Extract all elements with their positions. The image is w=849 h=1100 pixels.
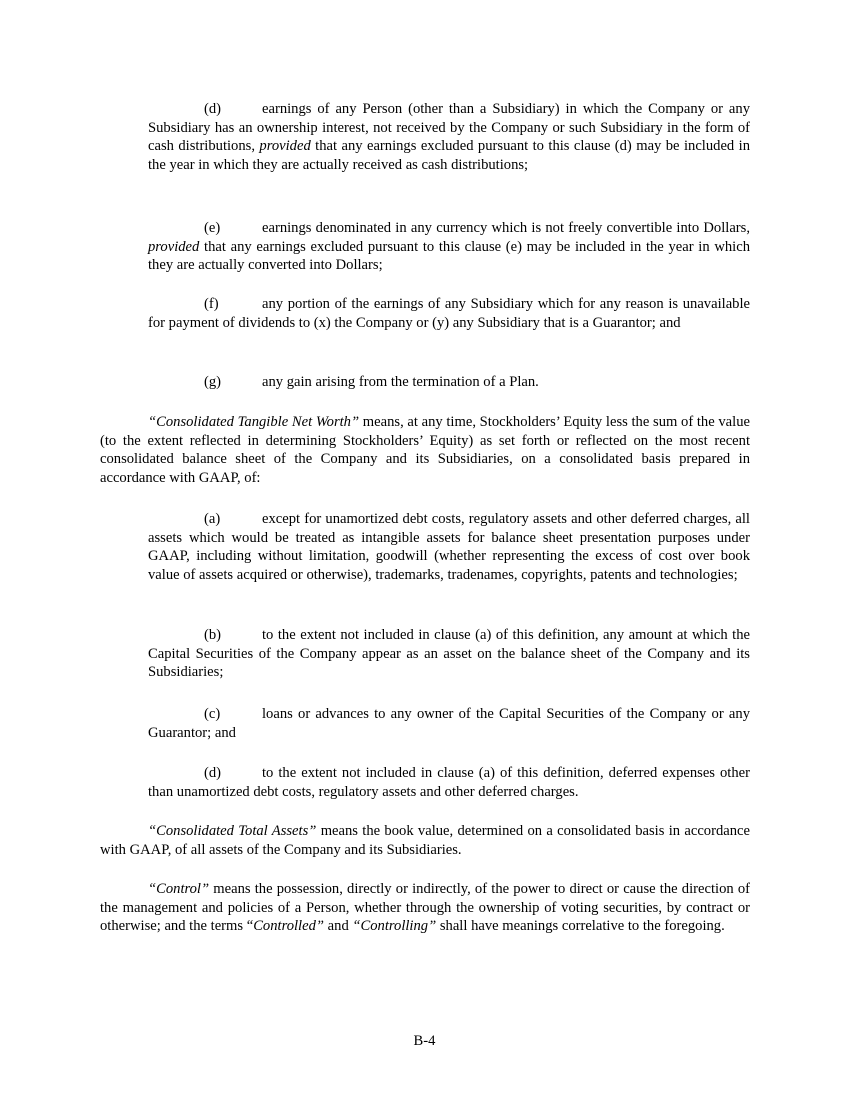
- definition-control: “Control” means the possession, directly or indirectly, of the power to direct or cause the direction of the management and policies of a Person, whether through the ownership of voting securities, by contract or otherwise; and the terms “Controlled” and “Controlling” shall have meanings correlative to the foregoing.: [100, 881, 750, 935]
- clause-g-plan: (g) any gain arising from the termination of a Plan.: [148, 373, 750, 392]
- defined-term: “Consolidated Total Assets”: [148, 823, 317, 839]
- clause-label: (f): [204, 296, 219, 312]
- clause-label: (b): [204, 627, 222, 643]
- clause-label: (c): [204, 706, 221, 722]
- clause-e-currency: (e) earnings denominated in any currency which is not freely convertible into Dollars, provided that any earnings excluded pursuant to this clause (e) may be included in the year in which they are actually converted into Dollars;: [148, 220, 750, 274]
- clause-d-deferred-expenses: (d) to the extent not included in clause (a) of this definition, deferred expenses other than unamortized debt costs, regulatory assets and other deferred charges.: [148, 765, 750, 800]
- definition-consolidated-total-assets: “Consolidated Total Assets” means the book value, determined on a consolidated basis in accordance with GAAP, of all assets of the Company and its Subsidiaries.: [100, 823, 750, 858]
- clause-a-intangibles: (a) except for unamortized debt costs, regulatory assets and other deferred charges, all assets which would be treated as intangible assets for balance sheet presentation purposes under GAAP, including without limitation, goodwill (whether representing the excess of cost over book value of assets acquired or otherwise), trademarks, tradenames, copyrights, patents and technologies;: [148, 511, 750, 583]
- clause-b-capital-securities: (b) to the extent not included in clause (a) of this definition, any amount at which the Capital Securities of the Company appear as an asset on the balance sheet of the Company and its Subsidiaries;: [148, 627, 750, 681]
- clause-label: (d): [204, 765, 222, 781]
- defined-term: “Control”: [148, 881, 210, 897]
- clause-label: (a): [204, 511, 221, 527]
- defined-term: “Consolidated Tangible Net Worth”: [148, 414, 360, 430]
- clause-c-loans: (c) loans or advances to any owner of the Capital Securities of the Company or any Guarantor; and: [148, 706, 750, 741]
- definition-consolidated-tangible-net-worth: “Consolidated Tangible Net Worth” means, at any time, Stockholders’ Equity less the sum of the value (to the extent reflected in determining Stockholders’ Equity) as set forth or reflected on the most recent consolidated balance sheet of the Company and its Subsidiaries, on a consolidated basis prepared in accordance with GAAP, of:: [100, 414, 750, 486]
- clause-f-subsidiary: (f) any portion of the earnings of any Subsidiary which for any reason is unavailable for payment of dividends to (x) the Company or (y) any Subsidiary that is a Guarantor; and: [148, 296, 750, 331]
- clause-label: (e): [204, 220, 221, 236]
- page-number: B-4: [413, 1033, 436, 1049]
- clause-d-earnings: (d) earnings of any Person (other than a Subsidiary) in which the Company or any Subsidiary has an ownership interest, not received by the Company or such Subsidiary in the form of cash distributions, provided that any earnings excluded pursuant to this clause (d) may be included in the year in which they are actually received as cash distributions;: [148, 101, 750, 173]
- clause-label: (g): [204, 374, 222, 390]
- clause-label: (d): [204, 101, 222, 117]
